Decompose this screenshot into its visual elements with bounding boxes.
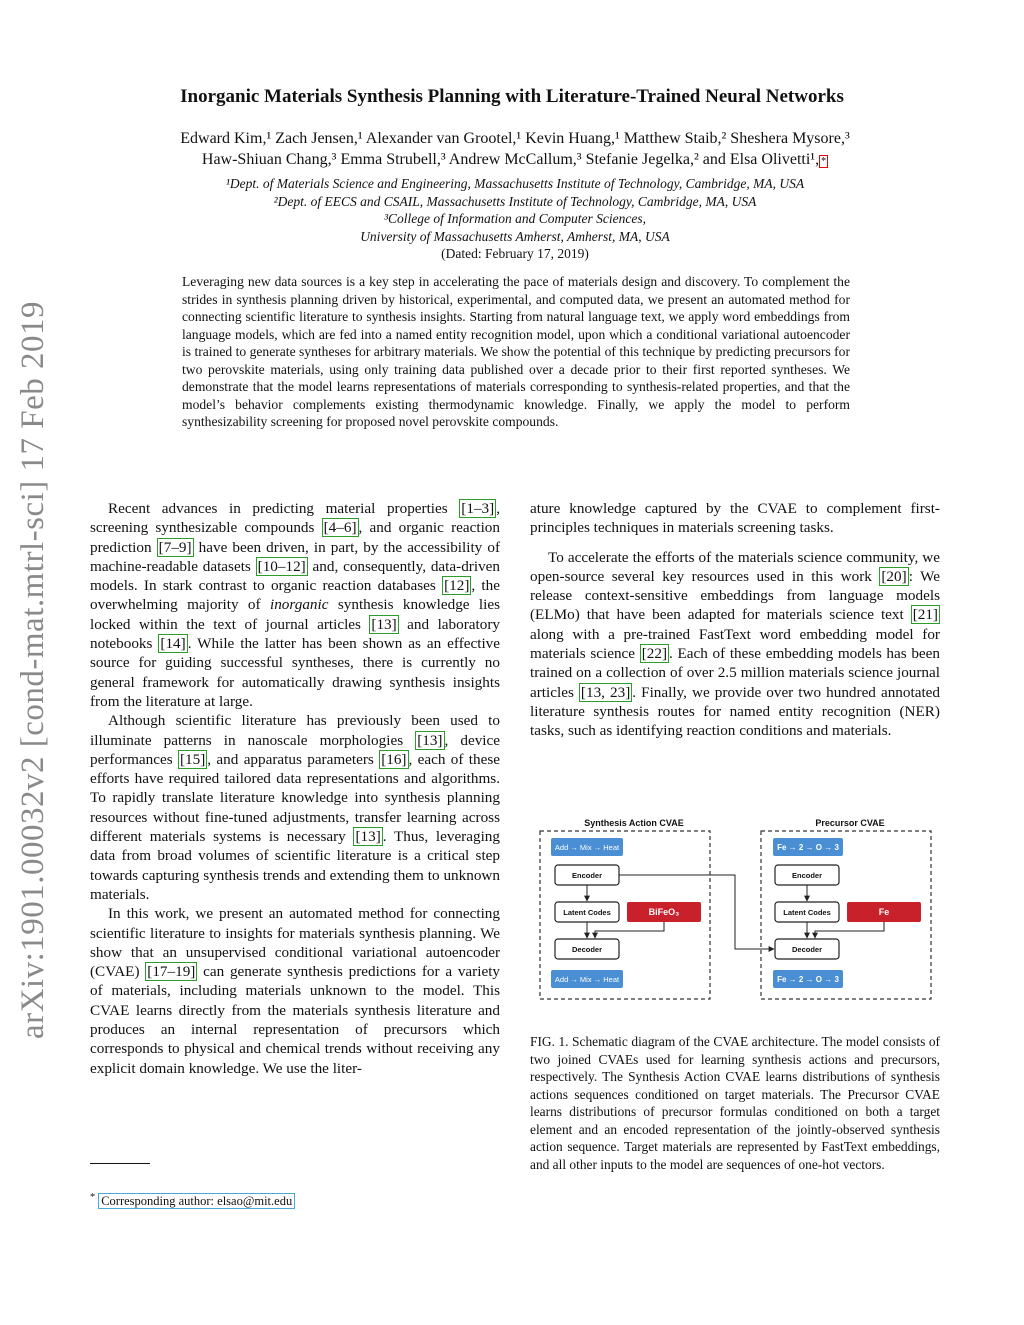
citation-link[interactable]: [13] xyxy=(417,731,443,749)
left-latent-label: Latent Codes xyxy=(563,908,611,917)
affiliations xyxy=(100,175,930,263)
right-column xyxy=(530,499,940,741)
corresponding-author-link[interactable]: Corresponding author: elsao@mit.edu xyxy=(98,1193,295,1209)
left-arrow-target-dec xyxy=(595,922,664,938)
author-list xyxy=(100,128,930,172)
affiliation-3b: University of Massachusetts Amherst, Amherst, MA, USA xyxy=(360,228,670,244)
citation-link[interactable]: [4–6] xyxy=(323,519,357,537)
footnote-mark: * xyxy=(90,1192,96,1203)
citation-link[interactable]: [13] xyxy=(355,828,381,846)
citation-link[interactable]: [10–12] xyxy=(257,557,306,575)
citation-link[interactable]: [7–9] xyxy=(158,538,192,556)
cvae-diagram xyxy=(535,815,940,1005)
paragraph-literature: Although scientific literature has previously been used to illuminate patterns in nanoscale morphologies [13] , device performances [15] , and apparatus parameters [16] , each of these efforts have required tailored data representations and algorithms. To rapidly translate literature knowledge into synthesis planning resources without fine-tuned adjustments, transfer learning across different materials systems is necessary [13] . Thus, leveraging data from broad volumes of scientific literature is a critical step towards capturing synthesis trends and extending them to unknown materials. xyxy=(90,712,500,903)
citation-link[interactable]: [16] xyxy=(381,750,407,768)
citation-link[interactable]: [14] xyxy=(160,635,186,653)
citation-link[interactable]: [1–3] xyxy=(461,500,495,517)
left-output-label: Add → Mix → Heat xyxy=(554,975,620,984)
dated: (Dated: February 17, 2019) xyxy=(441,246,589,261)
affiliation-1: ¹Dept. of Materials Science and Engineering, Massachusetts Institute of Technology, Cambridge, MA, USA xyxy=(225,176,805,191)
figure-caption: FIG. 1. Schematic diagram of the CVAE architecture. The model consists of two joined CVAEs used for learning synthesis actions and precursors, respectively. The Synthesis Action CVAE learns distributions of synthesis actions sequences conditioned on target materials. The Precursor CVAE learns distributions of precursor formulas conditioned on both a target element and an encoded representation of the jointly-observed synthesis action sequence. Target materials are represented by FastText embeddings, and all other inputs to the model are sequences of one-hot vectors. xyxy=(530,1034,940,1172)
paragraph-this-work: In this work, we present an automated method for connecting scientific literature to insights for materials synthesis planning. We show that an unsupervised conditional variational autoencoder (CVAE) [17–19] can generate synthesis predictions for a variety of materials, including materials unknown to the model. This CVAE learns directly from the materials synthesis literature and produces an internal representation of precursors which corresponds to physical and chemical trends without receiving any explicit domain knowledge. We use the liter- xyxy=(90,905,501,1077)
citation-link[interactable]: [21] xyxy=(912,606,938,624)
paper-title: Inorganic Materials Synthesis Planning with Literature-Trained Neural Networks xyxy=(180,86,844,107)
paragraph-continued: ature knowledge captured by the CVAE to complement first-principles techniques in materials screening tasks. xyxy=(530,500,940,537)
footnote-link[interactable]: * xyxy=(821,156,827,167)
left-target-label: BiFeO₃ xyxy=(648,907,680,917)
right-input-label: Fe → 2 → O → 3 xyxy=(777,843,839,852)
arxiv-stamp-text: arXiv:1901.00032v2 [cond-mat.mtrl-sci] 17 Feb 2019 xyxy=(14,300,51,1040)
footnote-rule xyxy=(90,1163,150,1164)
precursor-title: Precursor CVAE xyxy=(815,818,885,828)
citation-link[interactable]: [12] xyxy=(444,577,470,595)
right-target-label: Fe xyxy=(878,907,890,917)
citation-link[interactable]: [13] xyxy=(371,615,397,633)
author-line-2 xyxy=(100,149,930,172)
citation-link[interactable]: [15] xyxy=(179,750,206,768)
left-column xyxy=(90,499,500,1078)
author-line-2-text: Haw-Shiuan Chang,³ Emma Strubell,³ Andrew McCallum,³ Stefanie Jegelka,² and Elsa Olivetti¹, xyxy=(201,151,820,168)
author-line-1: Edward Kim,¹ Zach Jensen,¹ Alexander van Grootel,¹ Kevin Huang,¹ Matthew Staib,² Sheshera Mysore,³ xyxy=(180,130,850,147)
citation-link[interactable]: [17–19] xyxy=(147,963,196,981)
affiliation-2: ²Dept. of EECS and CSAIL, Massachusetts Institute of Technology, Cambridge, MA, USA xyxy=(273,193,757,209)
arxiv-stamp xyxy=(14,300,51,1040)
left-input-label: Add → Mix → Heat xyxy=(554,843,620,852)
footnote xyxy=(90,1192,295,1209)
citation-link[interactable]: [13, 23] xyxy=(580,683,631,701)
synthesis-action-title: Synthesis Action CVAE xyxy=(584,818,684,828)
left-encoder-label: Encoder xyxy=(571,871,603,880)
citation-link[interactable]: [20] xyxy=(881,567,907,585)
left-decoder-label: Decoder xyxy=(571,945,603,954)
right-latent-label: Latent Codes xyxy=(783,908,831,917)
right-arrow-target-dec xyxy=(815,922,884,938)
right-output-label: Fe → 2 → O → 3 xyxy=(777,975,839,984)
paragraph-intro: Recent advances in predicting material properties [1–3] , screening synthesizable compounds [4–6] , and organic reaction prediction [7–9] have been driven, in part, by the accessibility of machine-readable datasets [10–12] and, consequently, data-driven models. In stark contrast to organic reaction databases [12] , the overwhelming majority of inorganic synthesis knowledge lies locked within the text of journal articles [13] and laboratory notebooks [14] . While the latter has been shown as an effective source for guiding successful syntheses, there is currently no general framework for automatically drawing synthesis insights from the literature at large. xyxy=(90,500,501,710)
affiliation-3: ³College of Information and Computer Sciences, xyxy=(383,211,646,226)
paragraph-resources: To accelerate the efforts of the materials science community, we open-source several key resources used in this work [20] : We release context-sensitive embeddings from language models (ELMo) that have been adapted for materials science text [21] along with a pre-trained FastText word embedding model for materials science [22] . Each of these embedding models has been trained on a collection of over 2.5 million materials science journal articles [13, 23] . Finally, we provide over two hundred annotated literature synthesis routes for named entity recognition (NER) tasks, such as identifying reaction conditions and materials. xyxy=(530,548,940,740)
right-decoder-label: Decoder xyxy=(791,945,823,954)
abstract: Leveraging new data sources is a key step in accelerating the pace of materials design and discovery. To complement the strides in synthesis planning driven by historical, experimental, and computed data, we present an automated method for connecting scientific literature to synthesis insights. Starting from natural language text, we apply word embeddings from language models, which are fed into a named entity recognition model, upon which a conditional variational autoencoder is trained to generate syntheses for arbitrary materials. We show the potential of this technique by predicting precursors for two perovskite materials, using only training data published over a decade prior to their first reported syntheses. We demonstrate that the model learns representations of materials corresponding to synthesis-related properties, and that the model’s behavior complements existing thermodynamic knowledge. Finally, we apply the model to perform synthesizability screening for proposed novel perovskite compounds. xyxy=(182,274,850,429)
citation-link[interactable]: [22] xyxy=(641,645,668,663)
right-encoder-label: Encoder xyxy=(791,871,823,880)
